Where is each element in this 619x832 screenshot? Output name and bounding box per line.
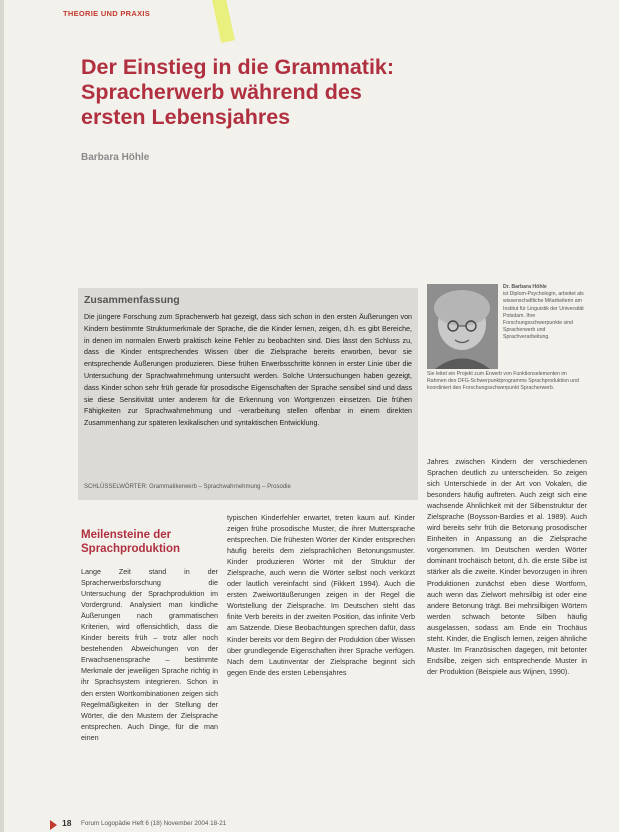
page-binding-edge: [0, 0, 4, 832]
body-column-2: [227, 512, 415, 678]
page-number: 18: [62, 818, 72, 828]
summary-keywords: SCHLÜSSELWÖRTER: Grammatikerwerb – Sprachwahrnehmung – Prosodie: [84, 484, 291, 490]
author-portrait-icon: [427, 284, 498, 369]
title-line-2: Spracherwerb während des: [81, 80, 362, 104]
body-column-3: [427, 456, 587, 677]
highlighter-mark: [212, 0, 235, 43]
footer-arrow-icon: [50, 820, 57, 830]
author-name: Barbara Höhle: [81, 152, 150, 163]
footer-citation: Forum Logopädie Heft 6 (18) November 2004 18-21: [81, 820, 227, 827]
body-paragraph: Jahres zwischen Kindern der verschiedenen Sprachen deutlich zu unterscheiden. So zeigen sich Unterschiede in der Art von Vokalen, die besonders häufig auftreten. Auch zeigt sich eine wachsende Ähnlichkeit mit der Silbenstruktur der Zielsprache (Boysson-Bardies et al. 1989). Auch wird bereits sehr früh die Betonung prosodischer Einheiten in Anpassung an die Zielsprache vorgenommen. Im Deutschen werden Wörter dominant trochäisch betont, d.h. die erste Silbe ist stärker als die zweite. Kinder bevorzugen in ihren Produktionen zunächst eben diese Wortform, auch wenn das Zielwort mehrsilbig ist oder eine andere Betonung trägt. Bei mehrsilbigen Wörtern werden schwach betonte Silben häufig ausgelassen, sodass am Ende ein Trochäus steht. Kinder, die Englisch lernen, zeigen ähnliche Muster. Im Französischen dagegen, mit betonter Endsilbe, zeigen sich entsprechende Muster in der Produktion (Beispiele aus Wijnen, 1990).: [427, 457, 587, 676]
author-photo: [427, 284, 498, 369]
author-bio-continued: Sie leitet ein Projekt zum Erwerb von Funktionselementen im Rahmen des DFG-Schwerpunktprogramms Sprachproduktion und koordiniert den Forschungsschwerpunkt Spracherwerb.: [427, 371, 579, 392]
section-heading-line-2: Sprachproduktion: [81, 543, 181, 555]
bio-text-short: ist Diplom-Psychologin, arbeitet als wissenschaftliche Mitarbeiterin am Institut für Linguistik der Universität Potsdam. Ihre Forschungsschwerpunkte sind Spracherwerb und Sprachverarbeitung.: [503, 291, 584, 341]
section-heading: [81, 528, 221, 556]
summary-heading: Zusammenfassung: [84, 294, 180, 306]
section-label: THEORIE UND PRAXIS: [63, 9, 151, 18]
article-title: [81, 55, 441, 130]
section-heading-line-1: Meilensteine der: [81, 529, 172, 541]
body-paragraph: typischen Kinderfehler erwartet, treten kaum auf. Kinder zeigen frühe prosodische Muster, die ihrer Muttersprache entsprechen. Die frühesten Wörter der Kinder entsprechen häufig bereits dem zielsprachlichen Betonungsmuster. Kinder produzieren Wörter mit der Struktur der Zielsprache, auch wenn die Wörter selbst noch verkürzt oder lautlich vereinfacht sind (Fikkert 1994). Auch die ersten Zweiwortäußerungen zeigen in der Regel die Wortstellung der Zielsprache. Im Deutschen steht das finite Verb bereits in der zweiten Position, das infinite Verb am Satzende. Diese Beobachtungen sprechen dafür, dass Kinder bereits vor dem Beginn der Produktion über Wissen über grundlegende Eigenschaften ihrer Sprache verfügen. Nach dem Lautinventar der Zielsprache beginnt sich gegen Ende des ersten Lebensjahres: [227, 513, 415, 677]
body-column-1: [81, 566, 218, 743]
title-line-1: Der Einstieg in die Grammatik:: [81, 55, 395, 79]
title-line-3: ersten Lebensjahres: [81, 105, 291, 129]
summary-box: [78, 288, 418, 500]
body-paragraph: Lange Zeit stand in der Spracherwerbsforschung die Untersuchung der Sprachproduktion im Vordergrund. Analysiert man kindliche Äußerungen nach grammatischen Kriterien, wird offensichtlich, dass die Kinder bereits früh – trotz aller noch bestehenden Abweichungen von der Erwachsenensprache – bestimmte Merkmale der jeweiligen Sprache richtig in ihr Sprachsystem integrieren. Schon in den ersten Wortkombinationen zeigen sich Regelmäßigkeiten in der Stellung der Wörter, die den Mustern der Zielsprache entsprechen. Auch Dinge, für die man einen: [81, 567, 218, 742]
author-bio: [503, 284, 585, 342]
bio-name: Dr. Barbara Höhle: [503, 284, 547, 290]
summary-text: Die jüngere Forschung zum Spracherwerb hat gezeigt, dass sich schon in den ersten Äußerungen von Kindern bestimmte Strukturmerkmale der Sprache, die die Kinder lernen, zeigen, d.h. es gibt Bereiche, in denen im normalen Erwerb praktisch keine Fehler zu beobachten sind. Dies lässt den Schluss zu, dass die Kinder entsprechendes Wissen über die Zielsprache bereits erworben, bevor sie entsprechende Äußerungen produzieren. Diese frühen Erwerbsschritte können in erster Linie über die Untersuchung der Sprachwahrnehmung untersucht werden. Solche Untersuchungen haben gezeigt, dass Kinder schon sehr früh gerade für prosodische Eigenschaften der Sprache sensibel sind und dass sie diese Sensitivität unter anderem für die Erkennung von Wortgrenzen einsetzen. Die frühen Fähigkeiten zur Sprachwahrnehmung und -verarbeitung stellen offenbar in einem direkten Zusammenhang zur späteren lexikalischen und syntaktischen Entwicklung.: [84, 313, 412, 428]
